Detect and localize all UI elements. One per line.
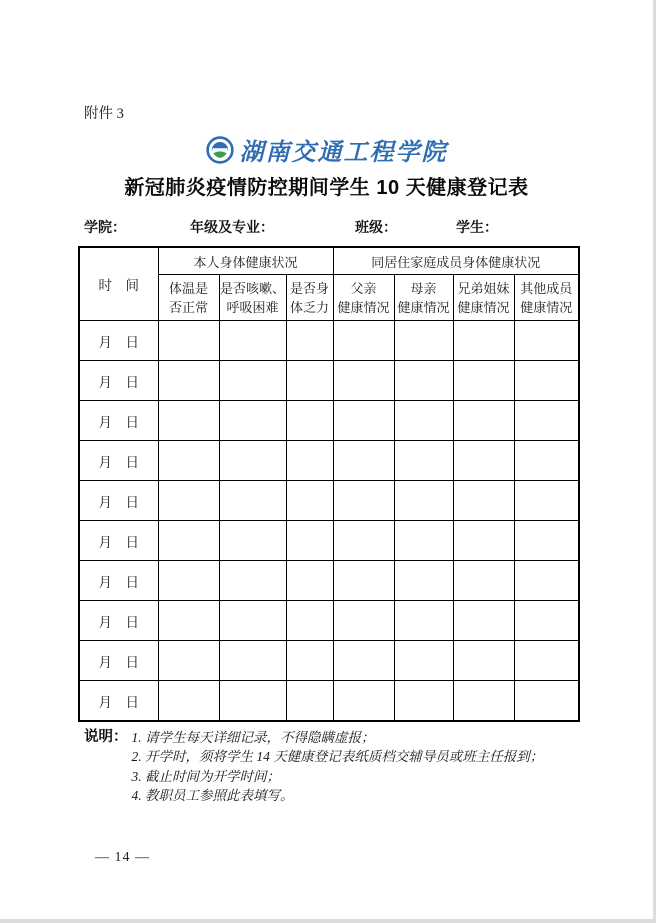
- entry-cell: [333, 441, 394, 481]
- entry-cell: [453, 641, 514, 681]
- entry-cell: [394, 441, 453, 481]
- entry-cell: [286, 521, 333, 561]
- table-row: [79, 641, 579, 681]
- entry-cell: [453, 321, 514, 361]
- entry-cell: [219, 481, 286, 521]
- table-row: [79, 601, 579, 641]
- entry-cell: [453, 681, 514, 722]
- col-header-fatigue: 是否身 体乏力: [286, 275, 333, 321]
- entry-cell: [394, 481, 453, 521]
- date-cell: 月 日: [79, 401, 158, 441]
- entry-cell: [514, 681, 579, 722]
- entry-cell: [453, 481, 514, 521]
- date-cell: 月 日: [79, 641, 158, 681]
- entry-cell: [514, 521, 579, 561]
- entry-cell: [158, 521, 219, 561]
- entry-cell: [333, 601, 394, 641]
- entry-cell: [219, 681, 286, 722]
- entry-cell: [394, 681, 453, 722]
- entry-cell: [158, 361, 219, 401]
- entry-cell: [219, 561, 286, 601]
- entry-cell: [286, 441, 333, 481]
- entry-cell: [514, 641, 579, 681]
- entry-cell: [333, 681, 394, 722]
- entry-cell: [333, 321, 394, 361]
- health-register-table: [78, 246, 580, 722]
- entry-cell: [158, 561, 219, 601]
- col-header-temperature: 体温是 否正常: [158, 275, 219, 321]
- page-number: — 14 —: [95, 850, 150, 865]
- notes-section: [84, 728, 543, 806]
- entry-cell: [514, 321, 579, 361]
- col-header-mother: 母亲 健康情况: [394, 275, 453, 321]
- entry-cell: [219, 361, 286, 401]
- entry-cell: [394, 361, 453, 401]
- entry-cell: [286, 401, 333, 441]
- entry-cell: [158, 601, 219, 641]
- entry-cell: [333, 361, 394, 401]
- entry-cell: [219, 401, 286, 441]
- entry-cell: [514, 401, 579, 441]
- entry-cell: [333, 641, 394, 681]
- date-cell: 月 日: [79, 321, 158, 361]
- entry-cell: [394, 401, 453, 441]
- entry-cell: [453, 441, 514, 481]
- entry-cell: [158, 481, 219, 521]
- school-emblem-icon: [206, 136, 234, 164]
- date-cell: 月 日: [79, 561, 158, 601]
- entry-cell: [286, 481, 333, 521]
- note-item: 1. 请学生每天详细记录，不得隐瞒虚报；: [131, 730, 375, 745]
- table-row: [79, 441, 579, 481]
- group-header-family: 同居住家庭成员身体健康状况: [333, 247, 579, 275]
- table-group-header-row: [79, 247, 579, 275]
- school-logo: [0, 132, 653, 167]
- entry-cell: [333, 401, 394, 441]
- field-college: 学院：: [84, 219, 126, 235]
- entry-cell: [286, 641, 333, 681]
- note-item: 3. 截止时间为开学时间；: [131, 768, 280, 784]
- entry-cell: [286, 681, 333, 722]
- entry-cell: [286, 601, 333, 641]
- entry-cell: [514, 361, 579, 401]
- attachment-label: 附件 3: [84, 106, 124, 122]
- table-row: [79, 681, 579, 722]
- entry-cell: [453, 601, 514, 641]
- entry-cell: [219, 601, 286, 641]
- entry-cell: [333, 481, 394, 521]
- date-cell: 月 日: [79, 681, 158, 722]
- entry-cell: [514, 481, 579, 521]
- notes-list: [132, 728, 544, 806]
- entry-cell: [158, 321, 219, 361]
- notes-label: 说明：: [84, 729, 128, 745]
- table-row: [79, 521, 579, 561]
- col-header-father: 父亲 健康情况: [333, 275, 394, 321]
- entry-cell: [219, 321, 286, 361]
- entry-cell: [158, 441, 219, 481]
- entry-cell: [394, 321, 453, 361]
- table-row: [79, 361, 579, 401]
- field-class: 班级：: [355, 219, 397, 235]
- form-title: 新冠肺炎疫情防控期间学生 10 天健康登记表: [124, 177, 529, 199]
- note-item: 4. 教职员工参照此表填写。: [131, 788, 294, 804]
- entry-cell: [286, 321, 333, 361]
- entry-cell: [219, 521, 286, 561]
- entry-cell: [158, 681, 219, 722]
- group-header-self: 本人身体健康状况: [158, 247, 333, 275]
- col-header-others: 其他成员 健康情况: [514, 275, 579, 321]
- entry-cell: [514, 601, 579, 641]
- table-row: [79, 401, 579, 441]
- entry-cell: [286, 361, 333, 401]
- table-row: [79, 481, 579, 521]
- entry-cell: [333, 561, 394, 601]
- table-row: [79, 561, 579, 601]
- entry-cell: [394, 521, 453, 561]
- entry-cell: [219, 641, 286, 681]
- field-student: 学生：: [456, 219, 498, 235]
- date-cell: 月 日: [79, 361, 158, 401]
- entry-cell: [394, 641, 453, 681]
- entry-cell: [514, 441, 579, 481]
- entry-cell: [158, 401, 219, 441]
- entry-cell: [219, 441, 286, 481]
- entry-cell: [286, 561, 333, 601]
- table-row: [79, 321, 579, 361]
- entry-cell: [453, 521, 514, 561]
- note-item: 2. 开学时，须将学生 14 天健康登记表纸质档交辅导员或班主任报到；: [131, 749, 544, 765]
- date-cell: 月 日: [79, 441, 158, 481]
- col-header-siblings: 兄弟姐妹 健康情况: [453, 275, 514, 321]
- date-cell: 月 日: [79, 521, 158, 561]
- entry-cell: [453, 361, 514, 401]
- entry-cell: [514, 561, 579, 601]
- entry-cell: [394, 601, 453, 641]
- entry-cell: [394, 561, 453, 601]
- field-grade-major: 年级及专业：: [190, 219, 274, 235]
- col-header-cough: 是否咳嗽、 呼吸困难: [219, 275, 286, 321]
- col-header-time: 时 间: [79, 247, 158, 321]
- entry-cell: [453, 561, 514, 601]
- entry-cell: [333, 521, 394, 561]
- entry-cell: [453, 401, 514, 441]
- date-cell: 月 日: [79, 601, 158, 641]
- entry-cell: [158, 641, 219, 681]
- date-cell: 月 日: [79, 481, 158, 521]
- school-name: 湖南交通工程学院: [239, 137, 448, 166]
